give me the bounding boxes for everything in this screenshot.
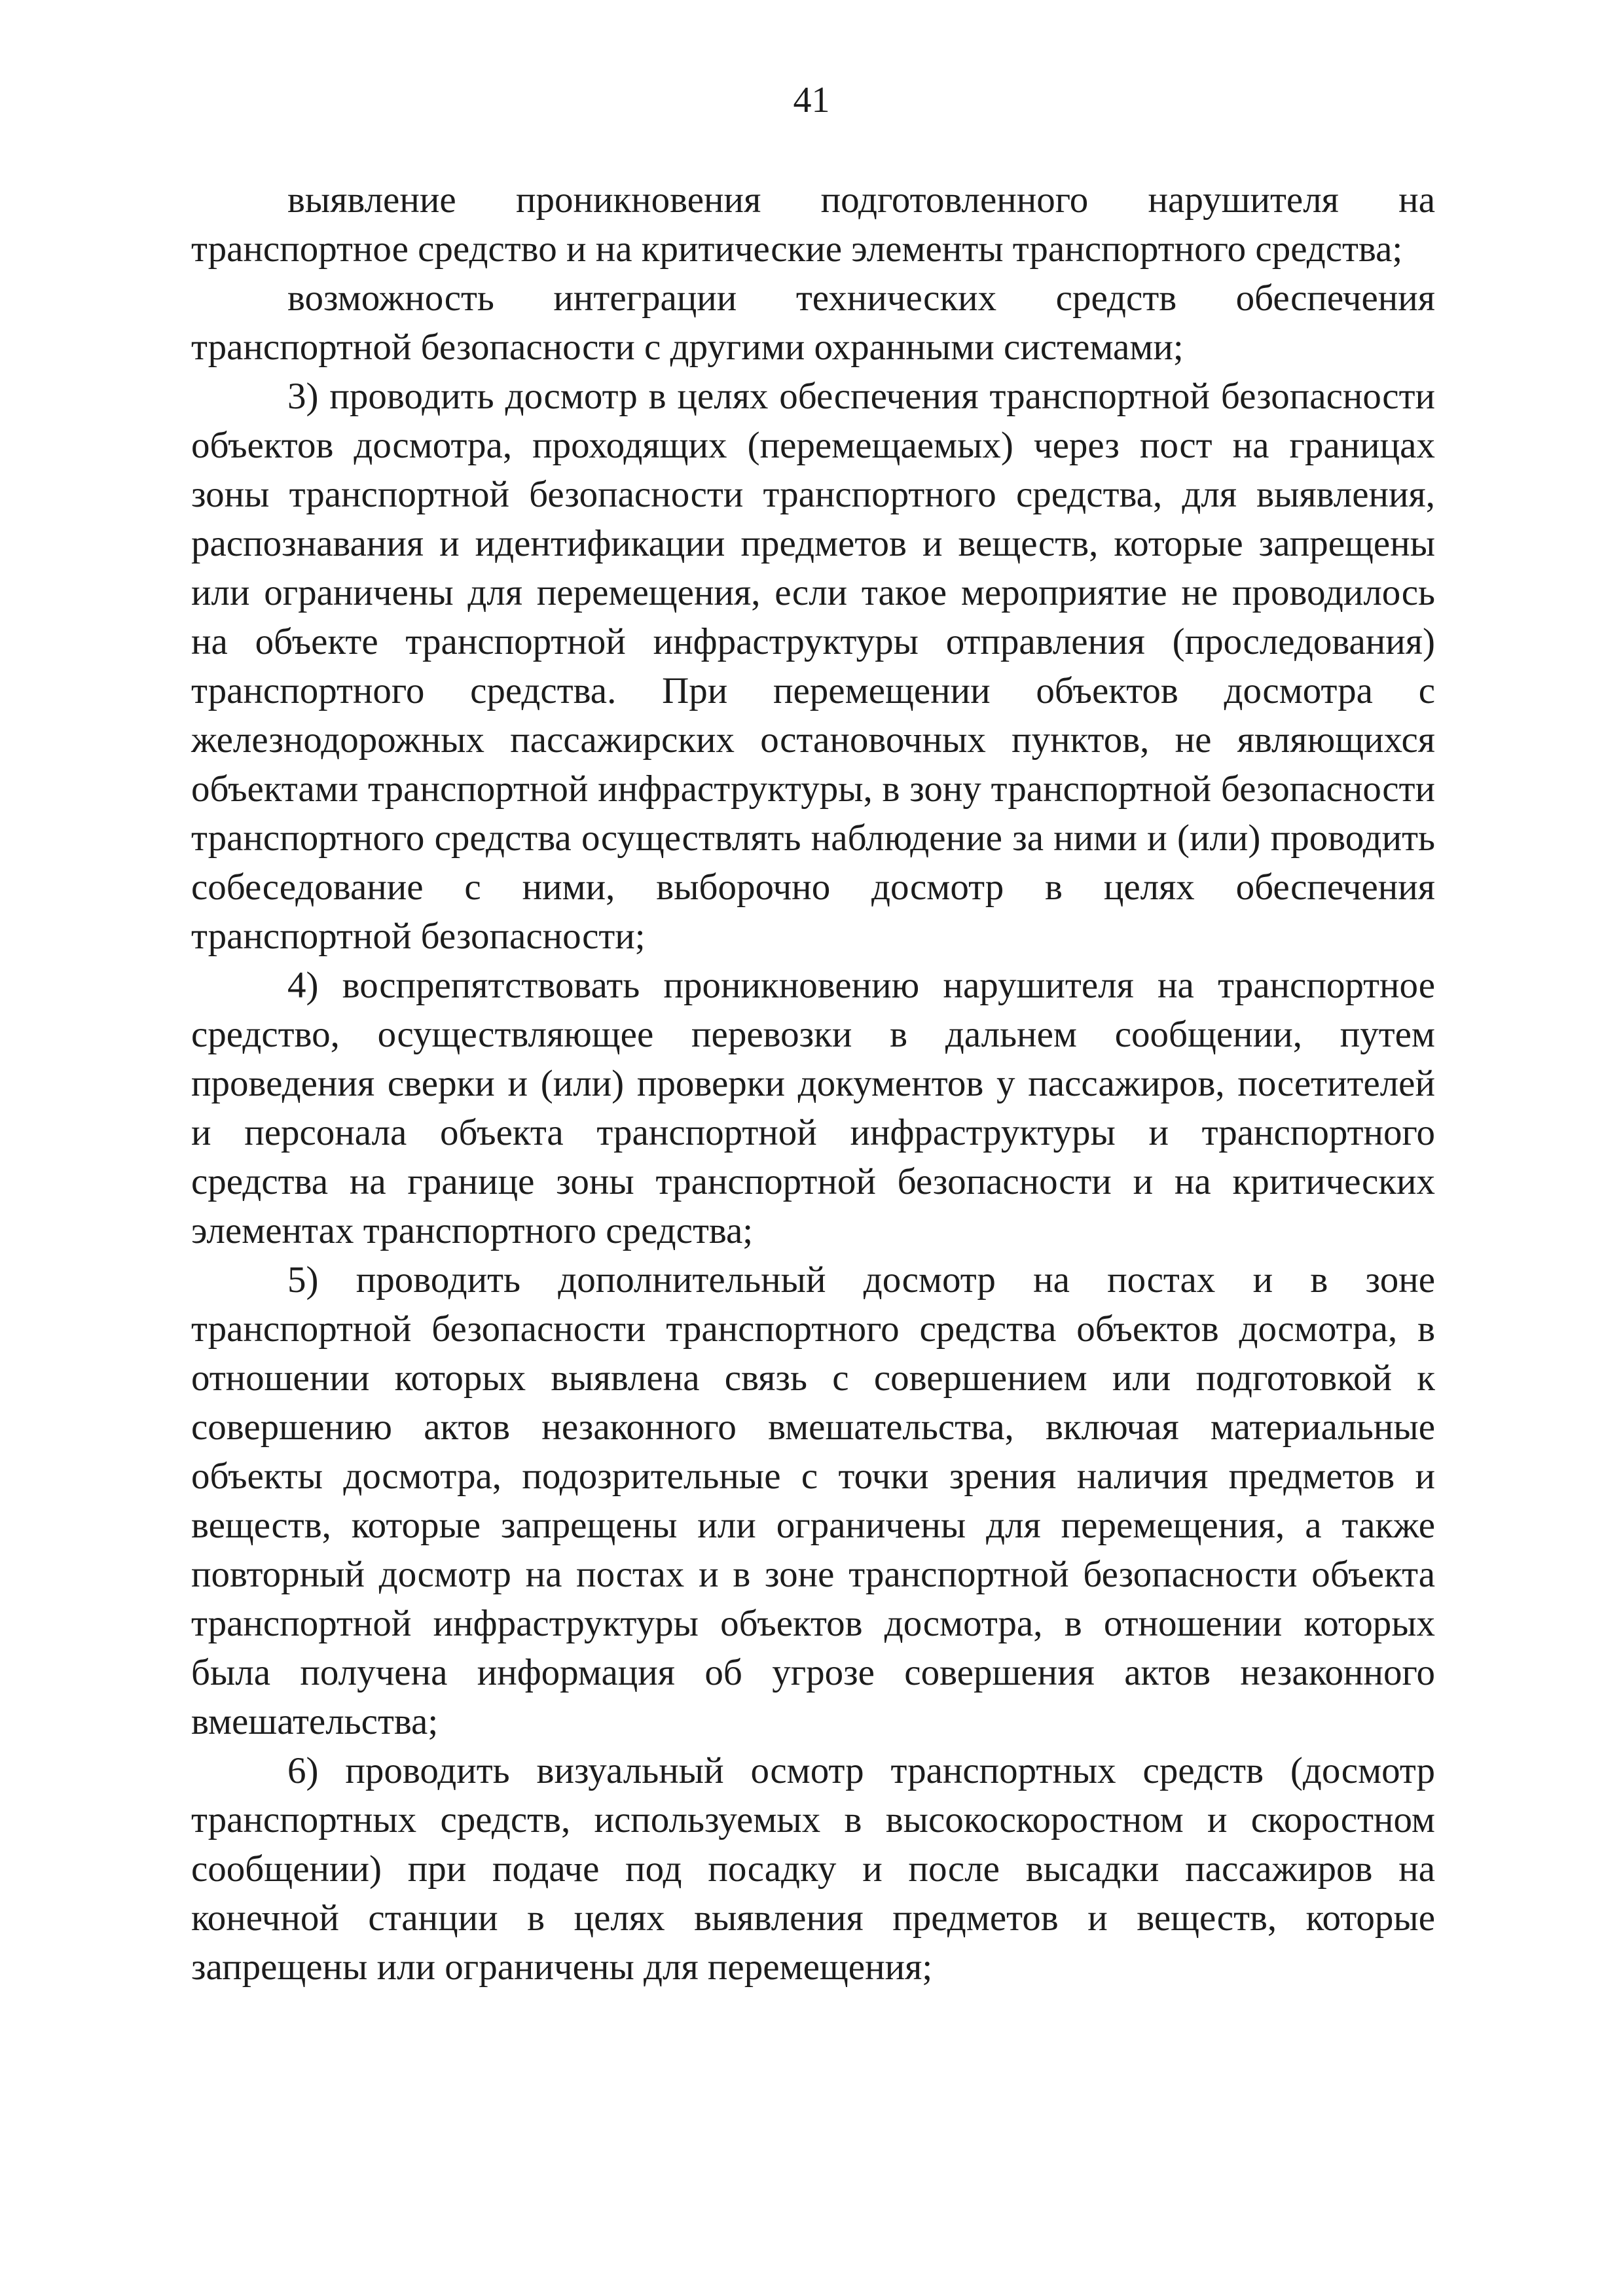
- document-body: [191, 175, 1435, 1992]
- paragraph: 3) проводить досмотр в целях обеспечения транспортной безопасности объектов досмотра, проходящих (перемещаемых) через пост на границах зоны транспортной безопасности транспортного средства, для выявления, распознавания и идентификации предметов и веществ, которые запрещены или ограничены для перемещения, если такое мероприятие не проводилось на объекте транспортной инфраструктуры отправления (проследования) транспортного средства. При перемещении объектов досмотра с железнодорожных пассажирских остановочных пунктов, не являющихся объектами транспортной инфраструктуры, в зону транспортной безопасности транспортного средства осуществлять наблюдение за ними и (или) проводить собеседование с ними, выборочно досмотр в целях обеспечения транспортной безопасности;: [191, 376, 1435, 957]
- paragraph: 5) проводить дополнительный досмотр на постах и в зоне транспортной безопасности транспортного средства объектов досмотра, в отношении которых выявлена связь с совершением или подготовкой к совершению актов незаконного вмешательства, включая материальные объекты досмотра, подозрительные с точки зрения наличия предметов и веществ, которые запрещены или ограничены для перемещения, а также повторный досмотр на постах и в зоне транспортной безопасности объекта транспортной инфраструктуры объектов досмотра, в отношении которых была получена информация об угрозе совершения актов незаконного вмешательства;: [191, 1259, 1435, 1742]
- paragraph: выявление проникновения подготовленного нарушителя на транспортное средство и на критические элементы транспортного средства;: [191, 179, 1435, 270]
- paragraph: 4) воспрепятствовать проникновению нарушителя на транспортное средство, осуществляющее перевозки в дальнем сообщении, путем проведения сверки и (или) проверки документов у пассажиров, посетителей и персонала объекта транспортной инфраструктуры и транспортного средства на границе зоны транспортной безопасности и на критических элементах транспортного средства;: [191, 965, 1435, 1251]
- paragraph: 6) проводить визуальный осмотр транспортных средств (досмотр транспортных средств, используемых в высокоскоростном и скоростном сообщении) при подаче под посадку и после высадки пассажиров на конечной станции в целях выявления предметов и веществ, которые запрещены или ограничены для перемещения;: [191, 1750, 1435, 1988]
- paragraph: возможность интеграции технических средств обеспечения транспортной безопасности с другими охранными системами;: [191, 278, 1435, 368]
- page-number: 41: [793, 80, 830, 120]
